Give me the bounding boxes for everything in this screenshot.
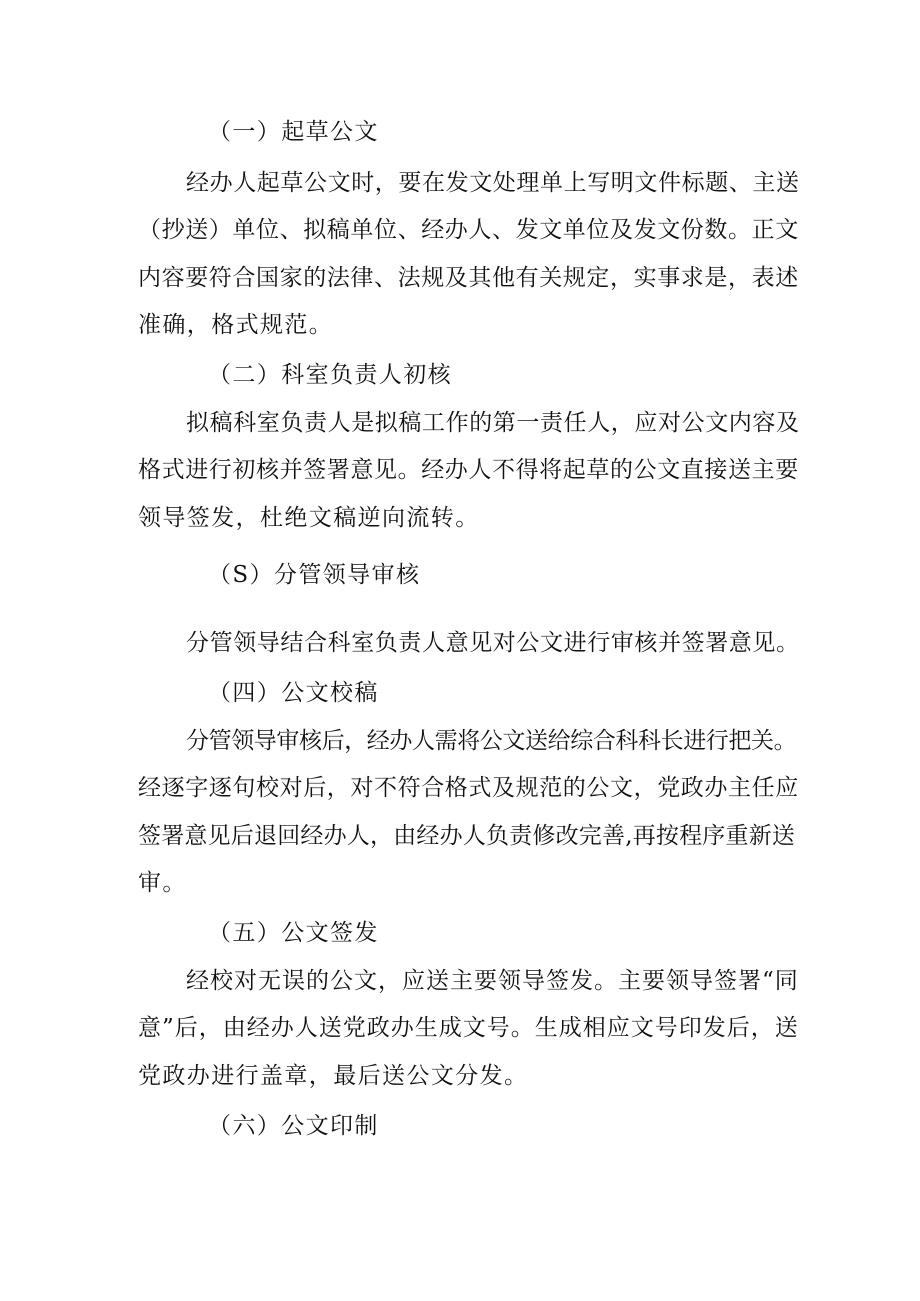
paragraph-2-line-1: 拟稿科室负责人是拟稿工作的第一责任人，应对公文内容及 (186, 410, 800, 436)
paragraph-5-line-1: 经校对无误的公文，应送主要领导签发。主要领导签署“同 (186, 968, 799, 994)
paragraph-4-line-4: 审。 (138, 870, 187, 896)
section-heading-4: （四）公文校稿 (208, 680, 379, 706)
paragraph-4-line-2: 经逐字逐句校对后，对不符合格式及规范的公文，党政办主任应 (138, 775, 799, 801)
section-heading-3: （S）分管领导审核 (208, 562, 421, 588)
section-heading-6: （六）公文印制 (208, 1113, 379, 1139)
paragraph-1-line-4: 准确，格式规范。 (138, 312, 334, 338)
paragraph-1-line-3: 内容要符合国家的法律、法规及其他有关规定，实事求是，表述 (138, 265, 799, 291)
paragraph-2-line-2: 格式进行初核并签署意见。经办人不得将起草的公文直接送主要 (138, 457, 799, 483)
paragraph-5-line-2: 意”后，由经办人送党政办生成文号。生成相应文号印发后，送 (138, 1015, 799, 1041)
paragraph-2-line-3: 领导签发，杜绝文稿逆向流转。 (138, 505, 480, 531)
paragraph-1-line-2: （抄送）单位、拟稿单位、经办人、发文单位及发文份数。正文 (138, 217, 799, 243)
section-heading-1: （一）起草公文 (208, 119, 379, 145)
paragraph-4-line-3: 签署意见后退回经办人，由经办人负责修改完善,再按程序重新送 (138, 823, 796, 849)
paragraph-3-line-1: 分管领导结合科室负责人意见对公文进行审核并签署意见。 (186, 630, 800, 656)
section-heading-2: （二）科室负责人初核 (208, 362, 452, 388)
section-heading-5: （五）公文签发 (208, 920, 379, 946)
paragraph-4-line-1: 分管领导审核后，经办人需将公文送给综合科科长进行把关。 (186, 728, 797, 754)
paragraph-1-line-1: 经办人起草公文时，要在发文处理单上写明文件标题、主送 (186, 170, 800, 196)
paragraph-5-line-3: 党政办进行盖章，最后送公文分发。 (138, 1063, 529, 1089)
